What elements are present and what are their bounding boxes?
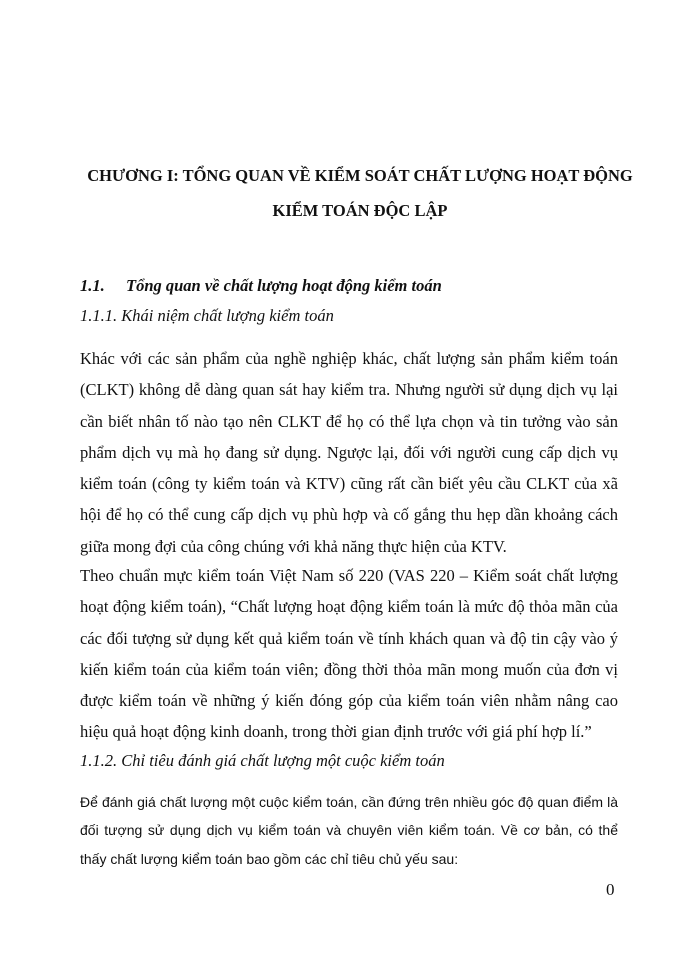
subsection-heading-1-1-1: 1.1.1. Khái niệm chất lượng kiểm toán [80, 306, 334, 325]
chapter-title-line-2: KIỂM TOÁN ĐỘC LẬP [272, 201, 448, 220]
chapter-title-line-1: CHƯƠNG I: TỔNG QUAN VỀ KIỂM SOÁT CHẤT LƯỢNG HOẠT ĐỘNG [87, 166, 633, 185]
section-heading-1-1 [80, 276, 442, 296]
chapter-title [80, 158, 640, 228]
page-number: 0 [606, 880, 615, 899]
paragraph-3: Để đánh giá chất lượng một cuộc kiểm toán, cần đứng trên nhiều góc độ quan điểm là đối tượng sử dụng dịch vụ kiểm toán và chuyên viên kiểm toán. Về cơ bản, có thể thấy chất lượng kiểm toán bao gồm các chỉ tiêu chủ yếu sau: [80, 794, 618, 867]
paragraph-1: Khác với các sản phẩm của nghề nghiệp khác, chất lượng sản phẩm kiểm toán (CLKT) không dễ dàng quan sát hay kiểm tra. Nhưng người sử dụng dịch vụ lại cần biết nhân tố nào tạo nên CLKT để họ có thể lựa chọn và tin tưởng vào sản phẩm dịch vụ mà họ đang sử dụng. Ngược lại, đối với người cung cấp dịch vụ kiểm toán (công ty kiểm toán và KTV) cũng rất cần biết yêu cầu CLKT của xã hội để họ có thể cung cấp dịch vụ phù hợp và cố gắng thu hẹp dần khoảng cách giữa mong đợi của công chúng với khả năng thực hiện của KTV. [80, 349, 618, 556]
section-number: 1.1. [80, 276, 105, 295]
paragraph-2: Theo chuẩn mực kiểm toán Việt Nam số 220 (VAS 220 – Kiểm soát chất lượng hoạt động kiểm toán), “Chất lượng hoạt động kiểm toán là mức độ thỏa mãn của các đối tượng sử dụng kết quả kiểm toán về tính khách quan và độ tin cậy vào ý kiến kiểm toán của kiểm toán viên; đồng thời thỏa mãn mong muốn của đơn vị được kiểm toán về những ý kiến đóng góp của kiểm toán viên nhằm nâng cao hiệu quả hoạt động kinh doanh, trong thời gian định trước với giá phí hợp lí.” [80, 566, 618, 742]
subsection-heading-1-1-2: 1.1.2. Chỉ tiêu đánh giá chất lượng một cuộc kiểm toán [80, 751, 445, 770]
section-title: Tổng quan về chất lượng hoạt động kiểm toán [126, 276, 442, 295]
